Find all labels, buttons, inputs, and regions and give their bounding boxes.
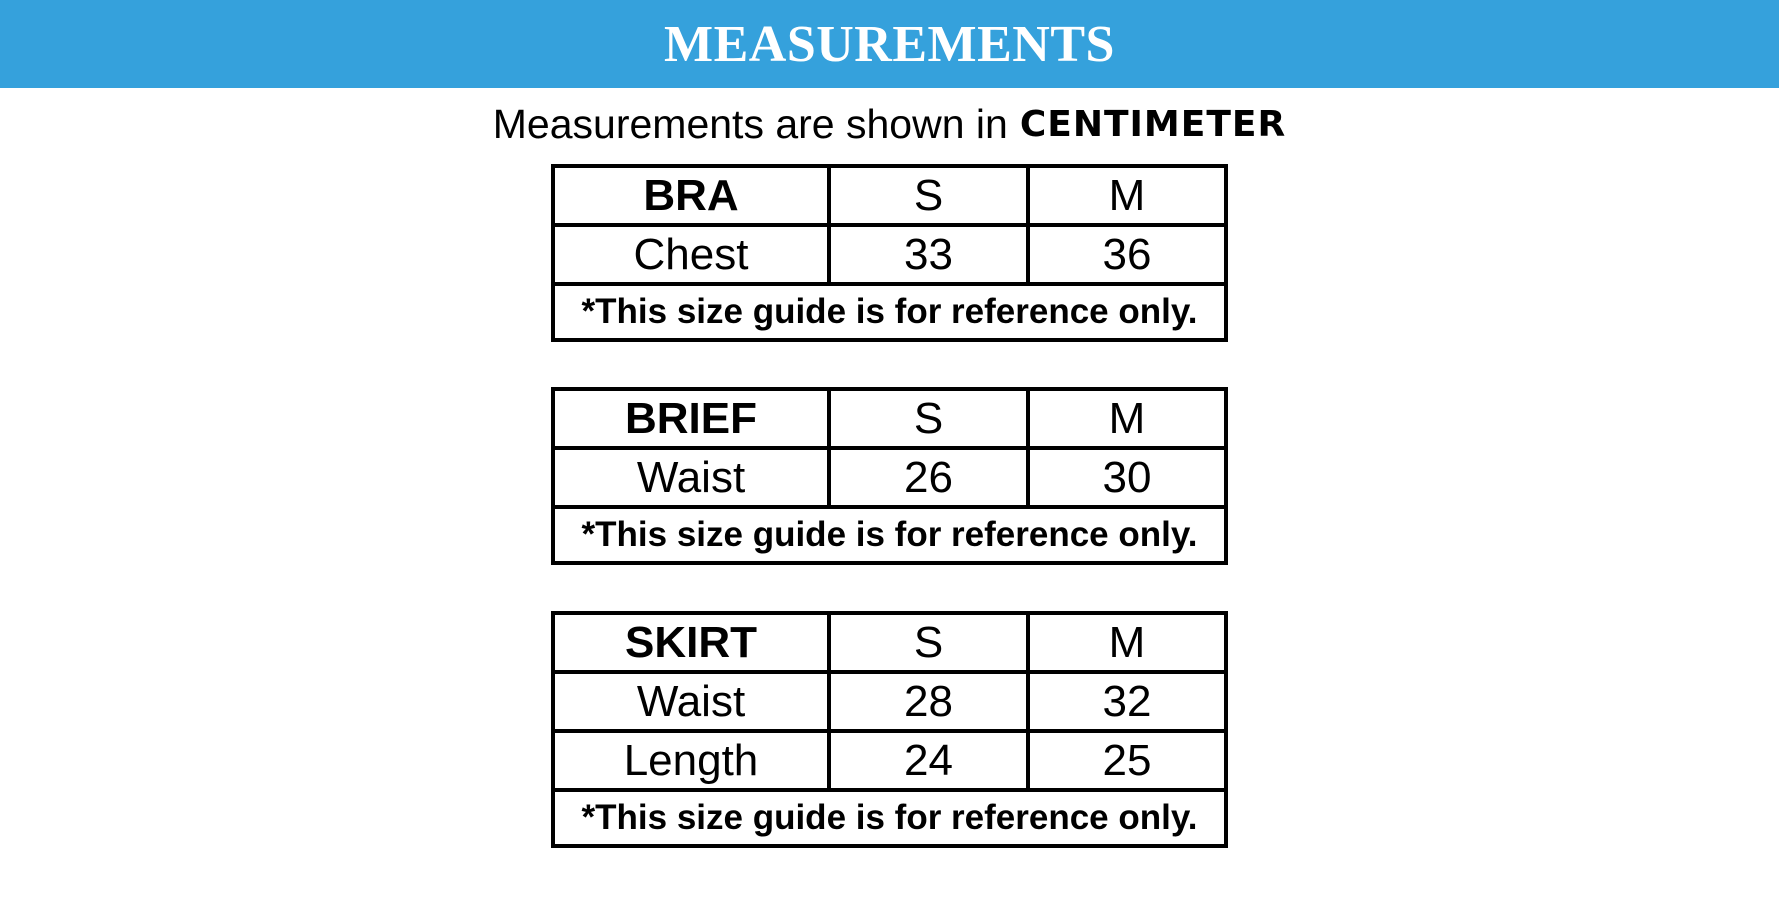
- size-header-m: M: [1028, 166, 1226, 225]
- table-title: SKIRT: [553, 613, 829, 672]
- reference-note: *This size guide is for reference only.: [553, 284, 1226, 340]
- value-s: 33: [829, 225, 1028, 284]
- table-note-row: [553, 790, 1226, 846]
- reference-note: *This size guide is for reference only.: [553, 790, 1226, 846]
- unit-label: CENTIMETER: [1019, 103, 1287, 145]
- row-label: Chest: [553, 225, 829, 284]
- value-s: 28: [829, 672, 1028, 731]
- header-banner: [0, 0, 1779, 88]
- table-header-row: [553, 389, 1226, 448]
- table-note-row: [553, 507, 1226, 563]
- value-m: 25: [1028, 731, 1226, 790]
- unit-notice: [0, 94, 1779, 154]
- table-header-row: [553, 613, 1226, 672]
- table-row: [553, 672, 1226, 731]
- brief-size-table: [551, 387, 1228, 565]
- table-row: [553, 448, 1226, 507]
- row-label: Waist: [553, 672, 829, 731]
- bra-size-table: [551, 164, 1228, 342]
- table-title: BRIEF: [553, 389, 829, 448]
- table-row: [553, 731, 1226, 790]
- page-title: MEASUREMENTS: [664, 15, 1115, 73]
- skirt-size-table: [551, 611, 1228, 848]
- size-header-s: S: [829, 166, 1028, 225]
- table-note-row: [553, 284, 1226, 340]
- table-row: [553, 225, 1226, 284]
- size-header-s: S: [829, 389, 1028, 448]
- unit-notice-text: Measurements are shown in: [492, 100, 1008, 147]
- size-header-m: M: [1028, 389, 1226, 448]
- size-header-s: S: [829, 613, 1028, 672]
- value-m: 36: [1028, 225, 1226, 284]
- value-m: 32: [1028, 672, 1226, 731]
- row-label: Length: [553, 731, 829, 790]
- value-s: 26: [829, 448, 1028, 507]
- row-label: Waist: [553, 448, 829, 507]
- reference-note: *This size guide is for reference only.: [553, 507, 1226, 563]
- table-title: BRA: [553, 166, 829, 225]
- value-s: 24: [829, 731, 1028, 790]
- table-header-row: [553, 166, 1226, 225]
- value-m: 30: [1028, 448, 1226, 507]
- size-header-m: M: [1028, 613, 1226, 672]
